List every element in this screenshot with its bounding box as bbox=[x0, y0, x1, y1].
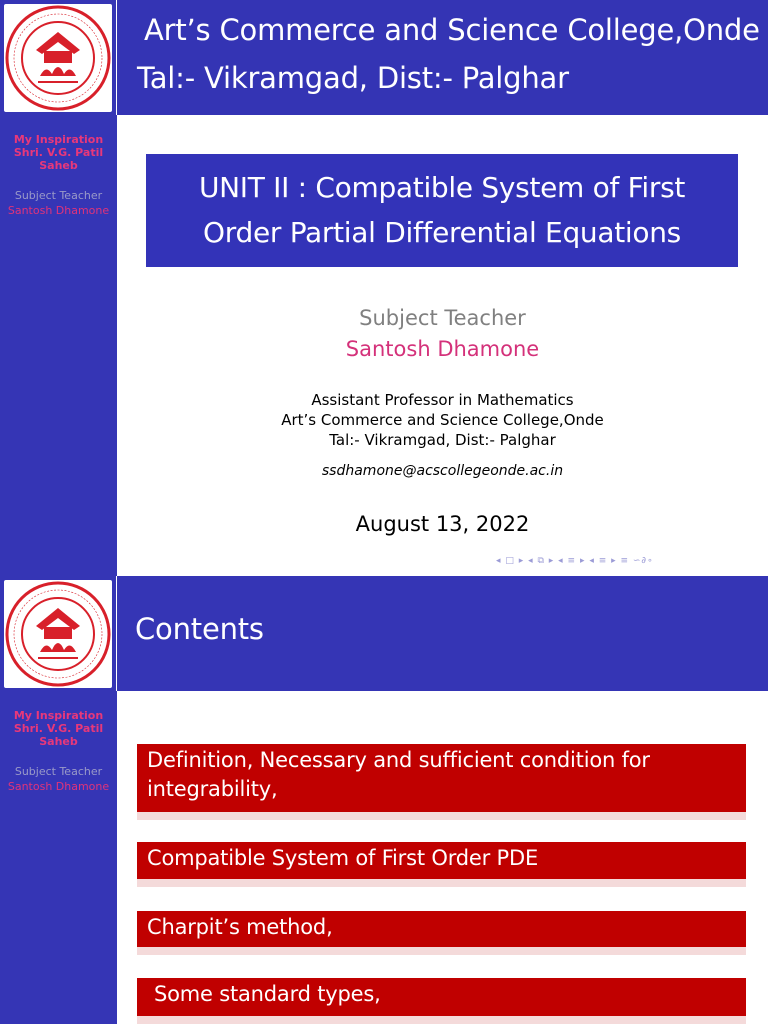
sidebar-inspiration bbox=[0, 709, 117, 748]
affiliation-line-2: Art’s Commerce and Science College,Onde bbox=[281, 411, 604, 429]
contents-item bbox=[137, 911, 746, 947]
contents-item-line: integrability, bbox=[147, 777, 278, 801]
sidebar-teacher-label: Subject Teacher bbox=[14, 189, 103, 202]
unit-title-box bbox=[146, 154, 738, 267]
contents-item-shadow bbox=[137, 947, 746, 955]
inspiration-line-3: Saheb bbox=[39, 159, 78, 172]
contents-title: Contents bbox=[135, 612, 264, 646]
author-email: ssdhamone@acscollegeonde.ac.in bbox=[321, 463, 564, 479]
sidebar-inspiration bbox=[0, 133, 117, 172]
contents-item-shadow bbox=[137, 879, 746, 887]
sidebar-teacher-name: Santosh Dhamone bbox=[7, 204, 110, 217]
inspiration-line-2: Shri. V.G. Patil bbox=[13, 146, 104, 159]
inspiration-line-3: Saheb bbox=[39, 735, 78, 748]
inspiration-line-2: Shri. V.G. Patil bbox=[13, 722, 104, 735]
contents-item-line: Charpit’s method, bbox=[147, 915, 333, 939]
sidebar-teacher bbox=[0, 188, 117, 218]
college-logo bbox=[4, 4, 112, 112]
header-logo-panel bbox=[0, 0, 117, 115]
inspiration-line-1: My Inspiration bbox=[13, 709, 104, 722]
subject-teacher-label: Subject Teacher bbox=[359, 306, 526, 330]
contents-item-line: Definition, Necessary and sufficient condition for bbox=[147, 748, 650, 772]
sidebar bbox=[0, 691, 117, 1024]
unit-title-line-1: UNIT II : Compatible System of First bbox=[198, 171, 686, 204]
beamer-navigation-icons[interactable]: ◂ □ ▸ ◂ ⧉ ▸ ◂ ≡ ▸ ◂ ≡ ▸ ≡ ∽∂∘ bbox=[496, 556, 654, 566]
sidebar-teacher-label: Subject Teacher bbox=[14, 765, 103, 778]
presentation-date: August 13, 2022 bbox=[355, 512, 530, 536]
unit-title-line-2: Order Partial Differential Equations bbox=[203, 216, 681, 249]
header-logo-panel bbox=[0, 576, 117, 691]
college-location: Tal:- Vikramgad, Dist:- Palghar bbox=[137, 61, 569, 95]
affiliation-line-1: Assistant Professor in Mathematics bbox=[311, 391, 574, 409]
contents-item bbox=[137, 744, 746, 812]
college-seal-icon bbox=[4, 580, 112, 688]
contents-item-shadow bbox=[137, 1016, 746, 1024]
college-seal-icon bbox=[4, 4, 112, 112]
college-name: Art’s Commerce and Science College,Onde bbox=[144, 13, 760, 47]
contents-item-line: Some standard types, bbox=[154, 982, 381, 1006]
contents-item bbox=[137, 842, 746, 879]
contents-item bbox=[137, 978, 746, 1016]
inspiration-line-1: My Inspiration bbox=[13, 133, 104, 146]
college-logo bbox=[4, 580, 112, 688]
sidebar-teacher bbox=[0, 764, 117, 794]
affiliation-line-3: Tal:- Vikramgad, Dist:- Palghar bbox=[329, 431, 556, 449]
contents-slide bbox=[0, 576, 768, 1024]
sidebar bbox=[0, 115, 117, 576]
sidebar-teacher-name: Santosh Dhamone bbox=[7, 780, 110, 793]
affiliation-block bbox=[117, 390, 768, 450]
subject-teacher-name: Santosh Dhamone bbox=[345, 337, 540, 361]
contents-item-line: Compatible System of First Order PDE bbox=[147, 846, 539, 870]
contents-item-shadow bbox=[137, 812, 746, 820]
